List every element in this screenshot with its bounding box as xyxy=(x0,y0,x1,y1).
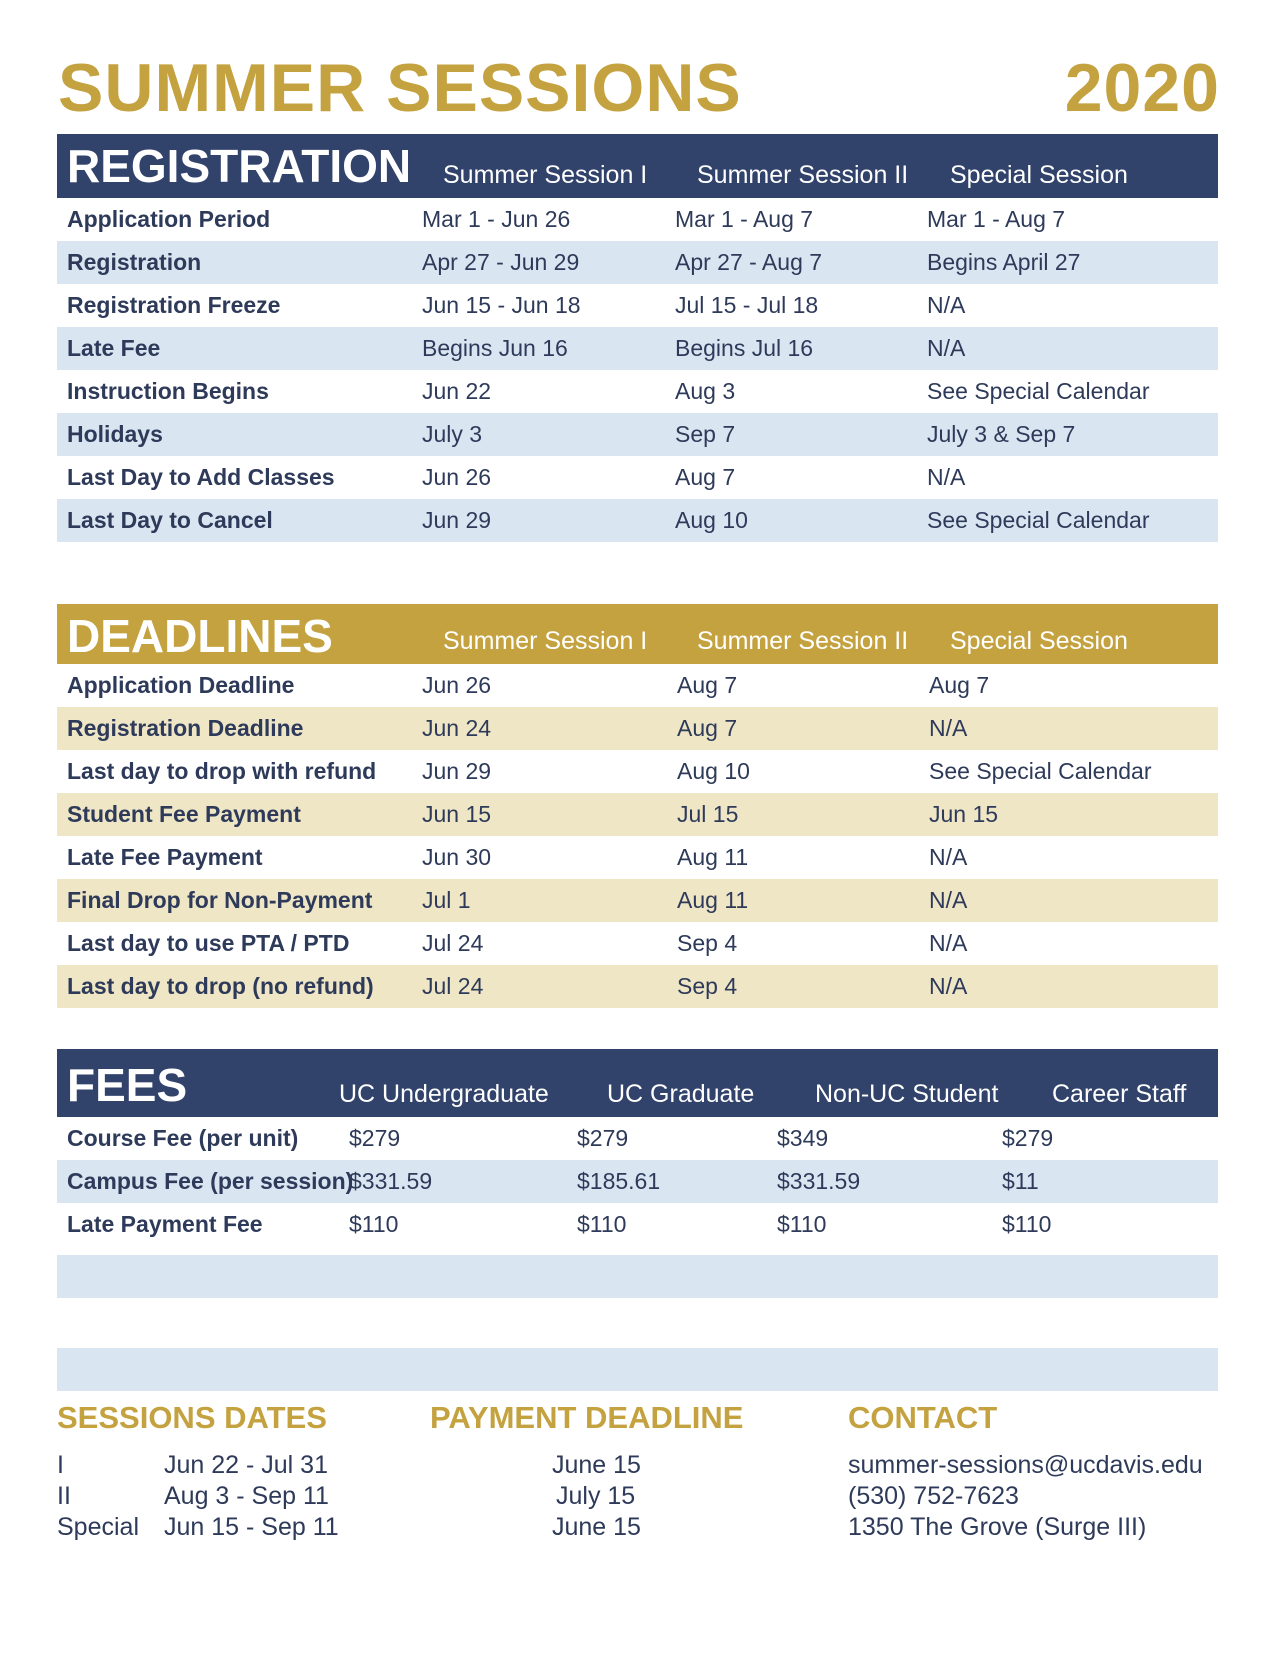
table-cell: N/A xyxy=(929,715,968,741)
table-cell: Jun 15 xyxy=(929,801,999,827)
table-cell: Aug 10 xyxy=(675,507,748,533)
table-cell: N/A xyxy=(929,930,968,956)
table-cell: July 3 & Sep 7 xyxy=(927,421,1076,447)
session-dates: Jun 15 - Sep 11 xyxy=(164,1513,339,1541)
table-cell: $110 xyxy=(577,1211,627,1237)
contact-phone[interactable]: (530) 752-7623 xyxy=(848,1482,1019,1510)
contact-address: 1350 The Grove (Surge III) xyxy=(848,1513,1147,1541)
table-cell: N/A xyxy=(927,292,966,318)
table-cell: Aug 11 xyxy=(677,887,749,913)
row-label: Last day to drop with refund xyxy=(67,758,377,784)
table-cell: Mar 1 - Aug 7 xyxy=(675,206,814,232)
deadlines-header xyxy=(57,604,1218,664)
table-cell: Apr 27 - Jun 29 xyxy=(422,249,580,275)
col-uc-graduate: UC Graduate xyxy=(607,1080,755,1108)
table-cell: Aug 7 xyxy=(929,672,990,698)
col-career-staff: Career Staff xyxy=(1052,1080,1187,1108)
page-header xyxy=(58,48,1220,128)
payment-deadline-date: June 15 xyxy=(552,1513,641,1541)
contact-email[interactable]: summer-sessions@ucdavis.edu xyxy=(848,1451,1203,1479)
row-label: Application Period xyxy=(67,206,271,232)
table-row xyxy=(57,965,1218,1008)
col-summer-session-1: Summer Session I xyxy=(443,627,648,655)
row-label: Late Payment Fee xyxy=(67,1211,263,1237)
table-cell: Jun 26 xyxy=(422,464,492,490)
table-cell: Mar 1 - Aug 7 xyxy=(927,206,1066,232)
table-cell: $349 xyxy=(777,1125,829,1151)
payment-deadline-date: July 15 xyxy=(556,1482,636,1510)
col-special-session: Special Session xyxy=(950,161,1128,189)
row-label: Final Drop for Non-Payment xyxy=(67,887,373,913)
table-row xyxy=(57,922,1218,965)
table-cell: $110 xyxy=(349,1211,399,1237)
table-cell: $279 xyxy=(349,1125,401,1151)
row-label: Registration Freeze xyxy=(67,292,281,318)
table-row xyxy=(57,793,1218,836)
table-cell: Begins Jul 16 xyxy=(675,335,814,361)
table-cell: Sep 4 xyxy=(677,930,738,956)
table-row xyxy=(57,198,1218,241)
row-label: Last day to use PTA / PTD xyxy=(67,930,350,956)
table-cell: $331.59 xyxy=(349,1168,433,1194)
payment-deadline-block xyxy=(430,1398,770,1543)
table-cell: Jun 29 xyxy=(422,507,492,533)
table-cell: See Special Calendar xyxy=(927,507,1150,533)
table-cell: Aug 7 xyxy=(677,672,738,698)
table-cell: Jun 30 xyxy=(422,844,492,870)
sessions-dates-block xyxy=(57,1398,387,1543)
table-cell: Begins April 27 xyxy=(927,249,1081,275)
row-label: Student Fee Payment xyxy=(67,801,301,827)
row-label: Late Fee Payment xyxy=(67,844,263,870)
registration-header xyxy=(57,134,1218,198)
table-cell: Begins Jun 16 xyxy=(422,335,568,361)
table-cell: $11 xyxy=(1002,1168,1039,1194)
table-row xyxy=(57,707,1218,750)
table-cell: Jul 24 xyxy=(422,973,484,999)
fees-table xyxy=(57,1117,1218,1246)
col-uc-undergraduate: UC Undergraduate xyxy=(339,1080,549,1108)
deadlines-table xyxy=(57,664,1218,1008)
table-cell: N/A xyxy=(927,464,966,490)
spacer-band xyxy=(57,1255,1218,1298)
row-label: Last Day to Cancel xyxy=(67,507,273,533)
table-cell: Mar 1 - Jun 26 xyxy=(422,206,571,232)
table-cell: Jun 29 xyxy=(422,758,492,784)
table-cell: Sep 7 xyxy=(675,421,736,447)
row-label: Last day to drop (no refund) xyxy=(67,973,374,999)
col-non-uc-student: Non-UC Student xyxy=(815,1080,999,1108)
table-cell: Aug 7 xyxy=(675,464,736,490)
table-row xyxy=(57,284,1218,327)
row-label: Last Day to Add Classes xyxy=(67,464,335,490)
session-name: I xyxy=(57,1451,64,1479)
table-cell: $331.59 xyxy=(777,1168,861,1194)
col-summer-session-2: Summer Session II xyxy=(697,627,909,655)
table-row xyxy=(57,836,1218,879)
table-row xyxy=(57,499,1218,542)
fees-section xyxy=(57,1049,1218,1246)
registration-table xyxy=(57,198,1218,542)
table-cell: Jul 15 xyxy=(677,801,739,827)
sessions-dates-title: SESSIONS DATES xyxy=(57,1400,327,1435)
registration-title: REGISTRATION xyxy=(67,140,412,192)
row-label: Application Deadline xyxy=(67,672,295,698)
deadlines-section xyxy=(57,604,1218,1008)
table-row xyxy=(57,456,1218,499)
fees-title: FEES xyxy=(67,1059,188,1111)
table-cell: See Special Calendar xyxy=(929,758,1152,784)
deadlines-title: DEADLINES xyxy=(67,610,333,662)
row-label: Campus Fee (per session) xyxy=(67,1168,354,1194)
session-name: II xyxy=(57,1482,71,1510)
col-summer-session-2: Summer Session II xyxy=(697,161,909,189)
table-row xyxy=(57,1203,1218,1246)
table-cell: N/A xyxy=(927,335,966,361)
session-name: Special xyxy=(57,1513,139,1541)
page-title: SUMMER SESSIONS xyxy=(58,50,742,126)
table-row xyxy=(57,370,1218,413)
table-cell: Jun 26 xyxy=(422,672,492,698)
row-label: Instruction Begins xyxy=(67,378,269,404)
session-date-line xyxy=(57,1512,387,1543)
table-row xyxy=(57,879,1218,922)
table-cell: Jul 24 xyxy=(422,930,484,956)
contact-block xyxy=(848,1398,1218,1543)
table-row xyxy=(57,327,1218,370)
table-cell: $110 xyxy=(777,1211,827,1237)
table-cell: N/A xyxy=(929,973,968,999)
col-special-session: Special Session xyxy=(950,627,1128,655)
spacer-band xyxy=(57,1348,1218,1391)
page-year: 2020 xyxy=(1064,50,1220,126)
table-row xyxy=(57,1160,1218,1203)
table-cell: Jun 15 xyxy=(422,801,492,827)
session-date-line xyxy=(57,1450,387,1481)
table-cell: July 3 xyxy=(422,421,483,447)
registration-section xyxy=(57,134,1218,542)
session-date-line xyxy=(57,1481,387,1512)
table-cell: Aug 3 xyxy=(675,378,736,404)
table-row xyxy=(57,1117,1218,1160)
table-cell: $185.61 xyxy=(577,1168,661,1194)
row-label: Course Fee (per unit) xyxy=(67,1125,299,1151)
table-cell: Jun 15 - Jun 18 xyxy=(422,292,581,318)
table-cell: $279 xyxy=(1002,1125,1054,1151)
table-cell: Jul 15 - Jul 18 xyxy=(675,292,819,318)
table-cell: Jun 24 xyxy=(422,715,492,741)
table-cell: $279 xyxy=(577,1125,629,1151)
table-cell: Apr 27 - Aug 7 xyxy=(675,249,823,275)
payment-deadline-title: PAYMENT DEADLINE xyxy=(430,1400,744,1435)
session-dates: Aug 3 - Sep 11 xyxy=(164,1482,329,1510)
session-dates: Jun 22 - Jul 31 xyxy=(164,1451,328,1479)
table-row xyxy=(57,750,1218,793)
table-cell: Sep 4 xyxy=(677,973,738,999)
table-row xyxy=(57,241,1218,284)
table-row xyxy=(57,664,1218,707)
table-cell: $110 xyxy=(1002,1211,1052,1237)
table-cell: Aug 11 xyxy=(677,844,749,870)
table-cell: Jul 1 xyxy=(422,887,471,913)
table-cell: Aug 7 xyxy=(677,715,738,741)
col-summer-session-1: Summer Session I xyxy=(443,161,648,189)
table-row xyxy=(57,413,1218,456)
row-label: Registration Deadline xyxy=(67,715,304,741)
row-label: Late Fee xyxy=(67,335,161,361)
table-cell: See Special Calendar xyxy=(927,378,1150,404)
table-cell: N/A xyxy=(929,887,968,913)
table-cell: Jun 22 xyxy=(422,378,492,404)
row-label: Registration xyxy=(67,249,202,275)
contact-title: CONTACT xyxy=(848,1400,998,1435)
table-cell: Aug 10 xyxy=(677,758,750,784)
payment-deadline-date: June 15 xyxy=(552,1451,641,1479)
fees-header xyxy=(57,1049,1218,1117)
table-cell: N/A xyxy=(929,844,968,870)
row-label: Holidays xyxy=(67,421,163,447)
